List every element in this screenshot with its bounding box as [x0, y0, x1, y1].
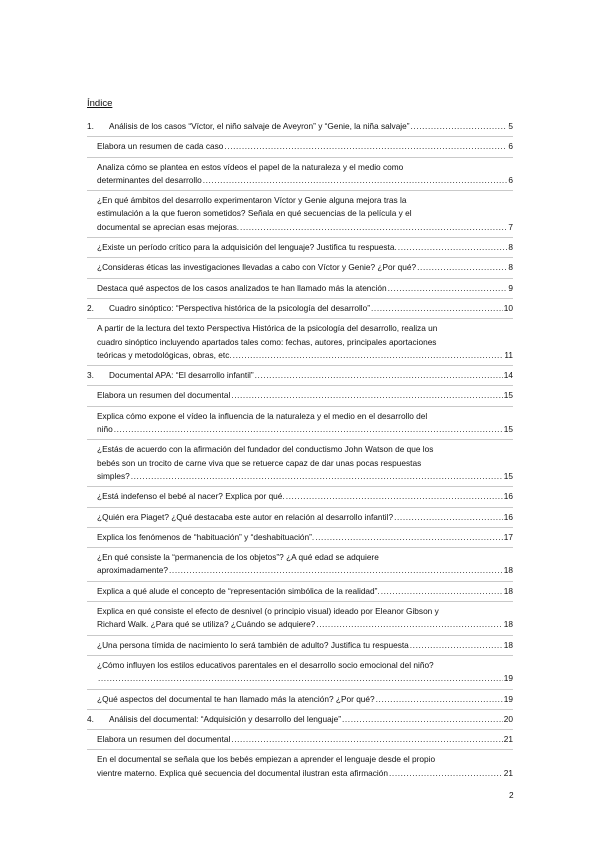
toc-subsection-entry[interactable]	[87, 531, 513, 544]
toc-subsection-entry[interactable]	[87, 693, 513, 706]
toc-entry-text-line: Elabora un resumen del documental	[97, 390, 231, 401]
toc-subsection-entry[interactable]	[87, 551, 513, 578]
toc-entry-text-line: Elabora un resumen de cada caso	[97, 141, 224, 152]
toc-subsection-entry[interactable]	[87, 410, 513, 437]
toc-entry-text-line: aproximadamente?	[97, 565, 169, 576]
entry-divider	[87, 318, 513, 319]
toc-subsection-entry[interactable]	[87, 733, 513, 746]
entry-divider	[87, 385, 513, 386]
toc-entry-text-line: ¿Qué aspectos del documental te han llamado más la atención? ¿Por qué?	[97, 693, 375, 704]
toc-entry-text-line: simples?	[97, 470, 130, 481]
toc-section-entry[interactable]	[87, 713, 513, 726]
toc-subsection-entry[interactable]	[87, 194, 513, 234]
entry-divider	[87, 439, 513, 440]
toc-subsection-entry[interactable]	[87, 605, 513, 632]
toc-page-number: 11	[504, 349, 513, 360]
dot-leader	[388, 282, 508, 295]
dot-leader	[224, 140, 507, 153]
dot-leader	[286, 490, 503, 503]
toc-entry-text-line: ¿Quién era Piaget? ¿Qué destacaba este autor en relación al desarrollo infantil?	[97, 511, 394, 522]
toc-entry-text-line: Explica a qué alude el concepto de “representación simbólica de la realidad”.	[97, 585, 380, 596]
toc-subsection-entry[interactable]	[87, 241, 513, 254]
toc-heading: Índice	[87, 98, 113, 109]
toc-page-number: 6	[508, 174, 513, 185]
toc-subsection-entry[interactable]	[87, 282, 513, 295]
page-number: 2	[509, 790, 514, 800]
entry-divider	[87, 749, 513, 750]
toc-page-number: 14	[503, 370, 513, 381]
toc-page-number: 10	[503, 302, 513, 313]
toc-page-number: 18	[503, 585, 513, 596]
dot-leader	[240, 221, 507, 234]
dot-leader	[394, 511, 503, 524]
entry-divider	[87, 655, 513, 656]
toc-subsection-entry[interactable]	[87, 322, 513, 362]
toc-page-number: 9	[508, 282, 513, 293]
toc-subsection-entry[interactable]	[87, 389, 513, 402]
toc-page-number: 18	[503, 639, 513, 650]
toc-page-number: 5	[508, 121, 513, 131]
entry-divider	[87, 581, 513, 582]
toc-page-number: 15	[503, 390, 513, 401]
entry-divider	[87, 136, 513, 137]
toc-entry-text-line: Destaca qué aspectos de los casos analizados te han llamado más la atención	[97, 282, 387, 293]
toc-page-number: 15	[503, 470, 513, 481]
entry-divider	[87, 547, 513, 548]
toc-page-number: 21	[503, 734, 513, 745]
toc-page-number: 17	[503, 531, 513, 542]
toc-entry-text-line: ¿Cómo influyen los estilos educativos parentales en el desarrollo socio emocional del niño?	[97, 659, 434, 670]
entry-divider	[87, 406, 513, 407]
toc-entry-text-line: bebés son un trocito de carne viva que se retuerce capaz de dar unas pocas respuestas	[97, 457, 422, 468]
toc-entry-text-line: determinantes del desarrollo	[97, 174, 202, 185]
toc-entry-text-line: niño	[97, 424, 113, 435]
toc-subsection-entry[interactable]	[87, 753, 513, 780]
entry-divider	[87, 635, 513, 636]
dot-leader	[417, 261, 507, 274]
toc-page-number: 7	[508, 221, 513, 232]
toc-page-number: 21	[503, 767, 513, 778]
toc-entry-text-line: estimulación a la que fueron sometidos? Señala en qué secuencias de la película y el	[97, 208, 412, 219]
toc-entry-text-line: documental se aprecian esas mejoras.	[97, 221, 240, 232]
entry-divider	[87, 709, 513, 710]
dot-leader	[203, 174, 508, 187]
dot-leader	[231, 733, 502, 746]
toc-section-entry[interactable]	[87, 369, 513, 382]
toc-subsection-entry[interactable]	[87, 659, 513, 686]
dot-leader	[376, 693, 503, 706]
entry-divider	[87, 237, 513, 238]
toc-entry-text-line: ¿Estás de acuerdo con la afirmación del fundador del conductismo John Watson de que los	[97, 444, 434, 455]
entry-divider	[87, 601, 513, 602]
dot-leader	[233, 349, 504, 362]
toc-page-number: 18	[503, 565, 513, 576]
toc-entry-text-line: Análisis del documental: “Adquisición y desarrollo del lenguaje”	[109, 713, 341, 724]
toc-page-number: 16	[503, 511, 513, 522]
dot-leader	[389, 767, 503, 780]
toc-entry-text-line: ¿En qué consiste la “permanencia de los objetos”? ¿A qué edad se adquiere	[97, 552, 379, 563]
toc-entry-text-line: vientre materno. Explica qué secuencia del documental ilustran esta afirmación	[97, 767, 389, 778]
toc-subsection-entry[interactable]	[87, 140, 513, 153]
toc-page-number: 16	[503, 491, 513, 502]
toc-page-number: 15	[503, 424, 513, 435]
toc-entry-text-line: ¿Consideras éticas las investigaciones llevadas a cabo con Víctor y Genie? ¿Por qué?	[97, 262, 417, 273]
toc-entry-text-line: Explica cómo expone el vídeo la influencia de la naturaleza y el medio en el desarrollo del	[97, 410, 428, 421]
toc-subsection-entry[interactable]	[87, 490, 513, 503]
toc-entry-text-line: Explica los fenómenos de “habituación” y “deshabituación”.	[97, 531, 315, 542]
entry-divider	[87, 157, 513, 158]
toc-entry-text-line: ¿Existe un período crítico para la adquisición del lenguaje? Justifica tu respuesta.	[97, 242, 397, 253]
entry-divider	[87, 486, 513, 487]
toc-section-number: 2.	[87, 302, 94, 313]
toc-entry-text-line: Documental APA: “El desarrollo infantil”	[109, 370, 254, 381]
toc-section-number: 1.	[87, 121, 94, 131]
toc-page-number: 20	[503, 713, 513, 724]
toc-section-entry[interactable]	[87, 120, 513, 133]
dot-leader	[342, 713, 503, 726]
dot-leader	[315, 531, 503, 544]
dot-leader	[231, 389, 502, 402]
dot-leader	[381, 585, 503, 598]
toc-subsection-entry[interactable]	[87, 511, 513, 524]
dot-leader	[114, 423, 503, 436]
toc-entry-text-line: Análisis de los casos “Víctor, el niño salvaje de Aveyron” y “Genie, la niña salvaje”	[109, 121, 410, 131]
toc-entry-text-line: Elabora un resumen del documental	[97, 734, 231, 745]
toc-entry-text-line: ¿Está indefenso el bebé al nacer? Explica por qué.	[97, 491, 285, 502]
entry-divider	[87, 365, 513, 366]
entry-divider	[87, 527, 513, 528]
toc-entry-text-line: Analiza cómo se plantea en estos vídeos el papel de la naturaleza y el medio como	[97, 161, 404, 172]
toc-subsection-entry[interactable]	[87, 639, 513, 652]
toc-page-number: 19	[503, 673, 513, 684]
dot-leader	[398, 241, 508, 254]
toc-entry-text-line: En el documental se señala que los bebés empiezan a aprender el lenguaje desde el propio	[97, 754, 436, 765]
toc-entry-text-line: Richard Walk. ¿Para qué se utiliza? ¿Cuándo se adquiere?	[97, 619, 316, 630]
dot-leader	[410, 639, 503, 652]
toc-page-number: 8	[508, 242, 513, 253]
toc-page-number: 6	[508, 141, 513, 152]
toc-entry-text-line: teóricas y metodológicas, obras, etc.	[97, 349, 232, 360]
toc-page-number: 19	[503, 693, 513, 704]
toc-entry-text-line: Cuadro sinóptico: “Perspectiva histórica de la psicología del desarrollo”	[109, 302, 371, 313]
toc-subsection-entry[interactable]	[87, 585, 513, 598]
entry-divider	[87, 507, 513, 508]
dot-leader	[169, 564, 503, 577]
entry-divider	[87, 278, 513, 279]
dot-leader	[411, 120, 508, 133]
toc-page-number: 18	[503, 619, 513, 630]
toc-subsection-entry[interactable]	[87, 443, 513, 483]
entry-divider	[87, 729, 513, 730]
toc-section-entry[interactable]	[87, 302, 513, 315]
toc-entry-text-line: Explica en qué consiste el efecto de desnivel (o principio visual) ideado por Eleanor Gibson y	[97, 606, 439, 617]
dot-leader	[131, 470, 503, 483]
dot-leader	[255, 369, 503, 382]
entry-divider	[87, 190, 513, 191]
dot-leader	[316, 618, 502, 631]
toc-entry-text-line: A partir de la lectura del texto Perspectiva Histórica de la psicología del desarrollo, realiza un	[97, 323, 438, 334]
dot-leader	[371, 302, 503, 315]
entry-divider	[87, 689, 513, 690]
toc-subsection-entry[interactable]	[87, 261, 513, 274]
toc-entry-text-line: cuadro sinóptico incluyendo apartados tales como: fechas, autores, principales aportaciones	[97, 336, 437, 347]
toc-page-number: 8	[508, 262, 513, 273]
toc-entry-text-line: ¿Una persona tímida de nacimiento lo será también de adulto? Justifica tu respuesta	[97, 639, 409, 650]
toc-section-number: 4.	[87, 713, 94, 724]
toc-subsection-entry[interactable]	[87, 161, 513, 188]
entry-divider	[87, 257, 513, 258]
toc-section-number: 3.	[87, 370, 94, 381]
entry-divider	[87, 298, 513, 299]
dot-leader	[98, 672, 503, 685]
table-of-contents	[87, 120, 513, 780]
toc-entry-text-line: ¿En qué ámbitos del desarrollo experimentaron Víctor y Genie alguna mejora tras la	[97, 195, 407, 206]
